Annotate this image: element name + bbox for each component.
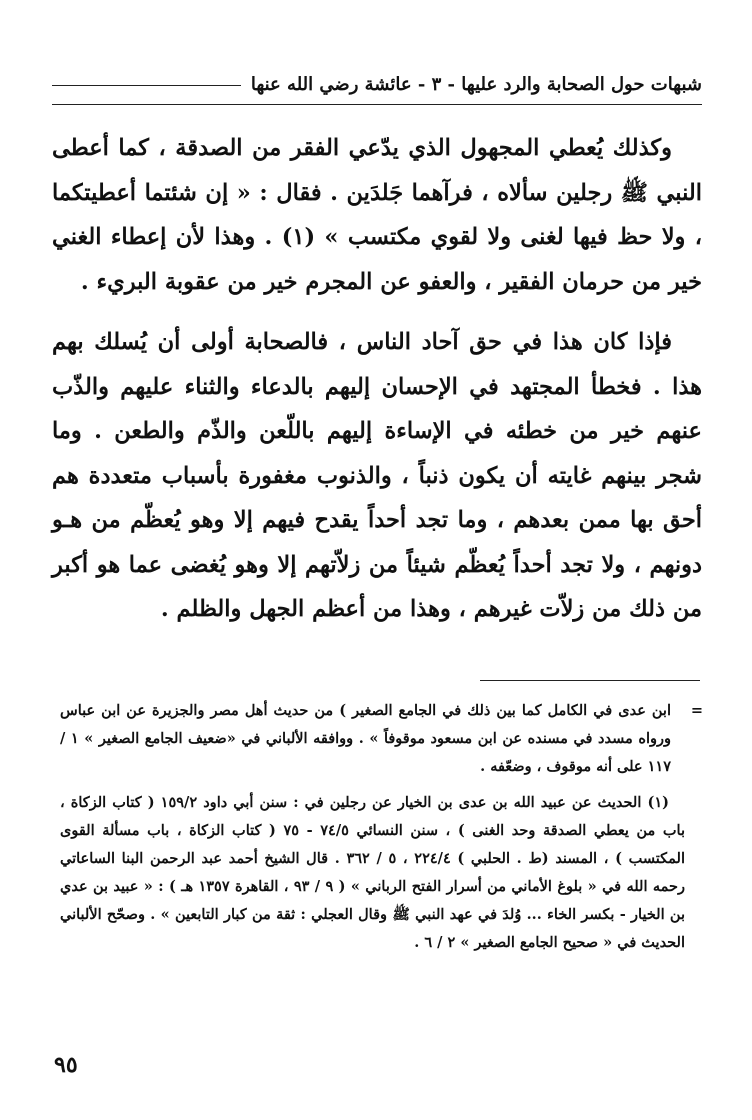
- page-number: ٩٥: [54, 1052, 78, 1078]
- main-text: [52, 126, 702, 632]
- continuation-mark: =: [690, 702, 703, 719]
- footnote-continuation-text: ابن عدى في الكامل كما بين ذلك في الجامع الصغير ) من حديث أهل مصر والجزيرة عن ابن عباس ورواه مسدد في مسنده عن ابن مسعود موقوفاً » . ووافقه الألباني في «ضعيف الجامع الصغير » ١ / ١١٧ على أنه موقوف ، وضعّفه .: [60, 702, 671, 775]
- footnote-continuation: [60, 697, 703, 781]
- running-header: [52, 64, 702, 105]
- header-rule: [52, 85, 241, 86]
- header-title: شبهات حول الصحابة والرد عليها - ٣ - عائشة رضي الله عنها: [250, 73, 702, 95]
- paragraph-2: فإذا كان هذا في حق آحاد الناس ، فالصحابة أولى أن يُسلك بهم هذا . فخطأ المجتهد في الإحسان إليهم بالدعاء والثناء عليهم والذّب عنهم خير من خطئه في الإساءة إليهم باللّعن والذّم والطعن . وما شجر بينهم غايته أن يكون ذنباً ، والذنوب مغفورة بأسباب متعددة هم أحق بها ممن بعدهم ، وما تجد أحداً يقدح فيهم إلا وهو يُعظّم من هـو دونهم ، ولا تجد أحداً يُعظّم شيئاً من زلاّتهم إلا وهو يُغضى عما هو أكبر من ذلك من زلاّت غيرهم ، وهذا من أعظم الجهل والظلم .: [52, 329, 702, 622]
- footnotes: [60, 697, 703, 957]
- footnote-separator: [480, 680, 700, 681]
- footnote-1: (١) الحديث عن عبيد الله بن عدى بن الخيار عن رجلين في : سنن أبي داود ١٥٩/٢ ( كتاب الزكاة ، باب من يعطي الصدقة وحد الغنى ) ، سنن النسائي ٧٤/٥ - ٧٥ ( كتاب الزكاة ، باب مسألة القوى المكتسب ) ، المسند (ط . الحلبي ) ٢٢٤/٤ ، ٥ / ٣٦٢ . قال الشيخ أحمد عبد الرحمن البنا الساعاتي رحمه الله في « بلوغ الأماني من أسرار الفتح الرباني » ( ٩ / ٩٣ ، القاهرة ١٣٥٧ هـ ) : « عبيد بن عدي بن الخيار - بكسر الخاء ... وُلدَ في عهد النبي ﷺ وقال العجلي : ثقة من كبار التابعين » . وصحّح الألباني الحديث في « صحيح الجامع الصغير » ٢ / ٦ .: [60, 794, 685, 951]
- paragraph-1: وكذلك يُعطي المجهول الذي يدّعي الفقر من الصدقة ، كما أعطى النبي ﷺ رجلين سألاه ، فرآهما جَلدَين . فقال : « إن شئتما أعطيتكما ، ولا حظ فيها لغنى ولا لقوي مكتسب » (١) . وهذا لأن إعطاء الغني خير من حرمان الفقير ، والعفو عن المجرم خير من عقوبة البريء .: [52, 135, 702, 295]
